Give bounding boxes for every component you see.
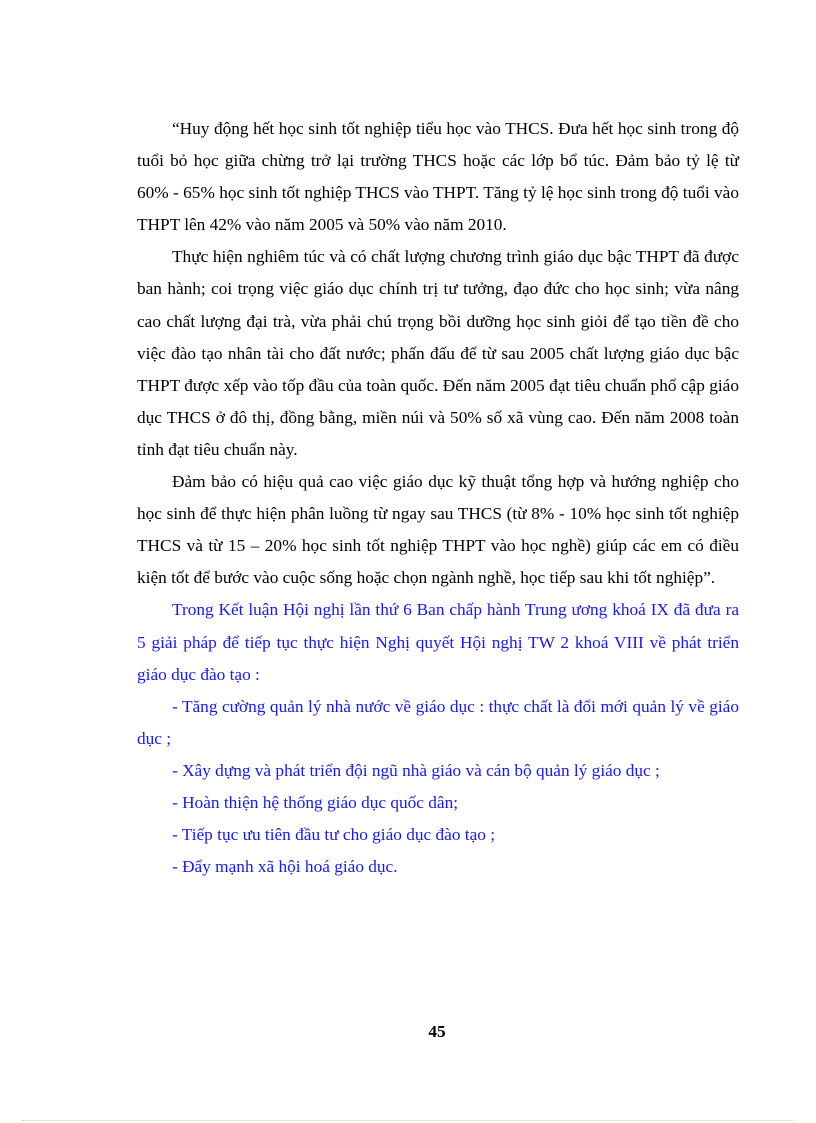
list-item-state-management: - Tăng cường quản lý nhà nước về giáo dục : thực chất là đổi mới quản lý về giáo dục ;: [137, 696, 739, 748]
page-number: 45: [428, 1022, 446, 1041]
list-item-national-system: - Hoàn thiện hệ thống giáo dục quốc dân;: [172, 792, 459, 812]
paragraph-vocational-guidance: Đảm bảo có hiệu quả cao việc giáo dục kỹ thuật tổng hợp và hướng nghiệp cho học sinh để thực hiện phân luồng từ ngay sau THCS (từ 8% - 10% học sinh tốt nghiệp THCS và từ 15 – 20% học sinh tốt nghiệp THPT vào học nghề) giúp các em có điều kiện tốt để bước vào cuộc sống hoặc chọn ngành nghề, học tiếp sau khi tốt nghiệp”.: [137, 472, 739, 588]
list-item-socialization: - Đẩy mạnh xã hội hoá giáo dục.: [172, 857, 398, 877]
paragraph-thpt-quality: Thực hiện nghiêm túc và có chất lượng chương trình giáo dục bậc THPT đã được ban hành; coi trọng việc giáo dục chính trị tư tưởng, đạo đức cho học sinh; vừa nâng cao chất lượng đại trà, vừa phải chú trọng bồi dưỡng học sinh giỏi để tạo tiền đề cho việc đào tạo nhân tài cho đất nước; phấn đấu để từ sau 2005 chất lượng giáo dục bậc THPT được xếp vào tốp đầu của toàn quốc. Đến năm 2005 đạt tiêu chuẩn phổ cập giáo dục THCS ở đô thị, đồng bằng, miền núi và 50% số xã vùng cao. Đến năm 2008 toàn tỉnh đạt tiêu chuẩn này.: [137, 247, 739, 459]
paragraph-conclusion-intro: Trong Kết luận Hội nghị lần thứ 6 Ban chấp hành Trung ương khoá IX đã đưa ra 5 giải pháp để tiếp tục thực hiện Nghị quyết Hội nghị TW 2 khoá VIII về phát triển giáo dục đào tạo :: [137, 600, 739, 684]
list-item-teacher-development: - Xây dựng và phát triển đội ngũ nhà giáo và cán bộ quản lý giáo dục ;: [172, 760, 660, 780]
footer-divider: [22, 1120, 794, 1121]
list-item-investment: - Tiếp tục ưu tiên đầu tư cho giáo dục đào tạo ;: [172, 825, 496, 845]
document-body: [137, 113, 739, 883]
paragraph-enrollment-goals: “Huy động hết học sinh tốt nghiệp tiểu học vào THCS. Đưa hết học sinh trong độ tuổi bỏ học giữa chừng trở lại trường THCS hoặc các lớp bổ túc. Đảm bảo tỷ lệ từ 60% - 65% học sinh tốt nghiệp THCS vào THPT. Tăng tỷ lệ học sinh trong độ tuổi vào THPT lên 42% vào năm 2005 và 50% vào năm 2010.: [137, 119, 739, 235]
